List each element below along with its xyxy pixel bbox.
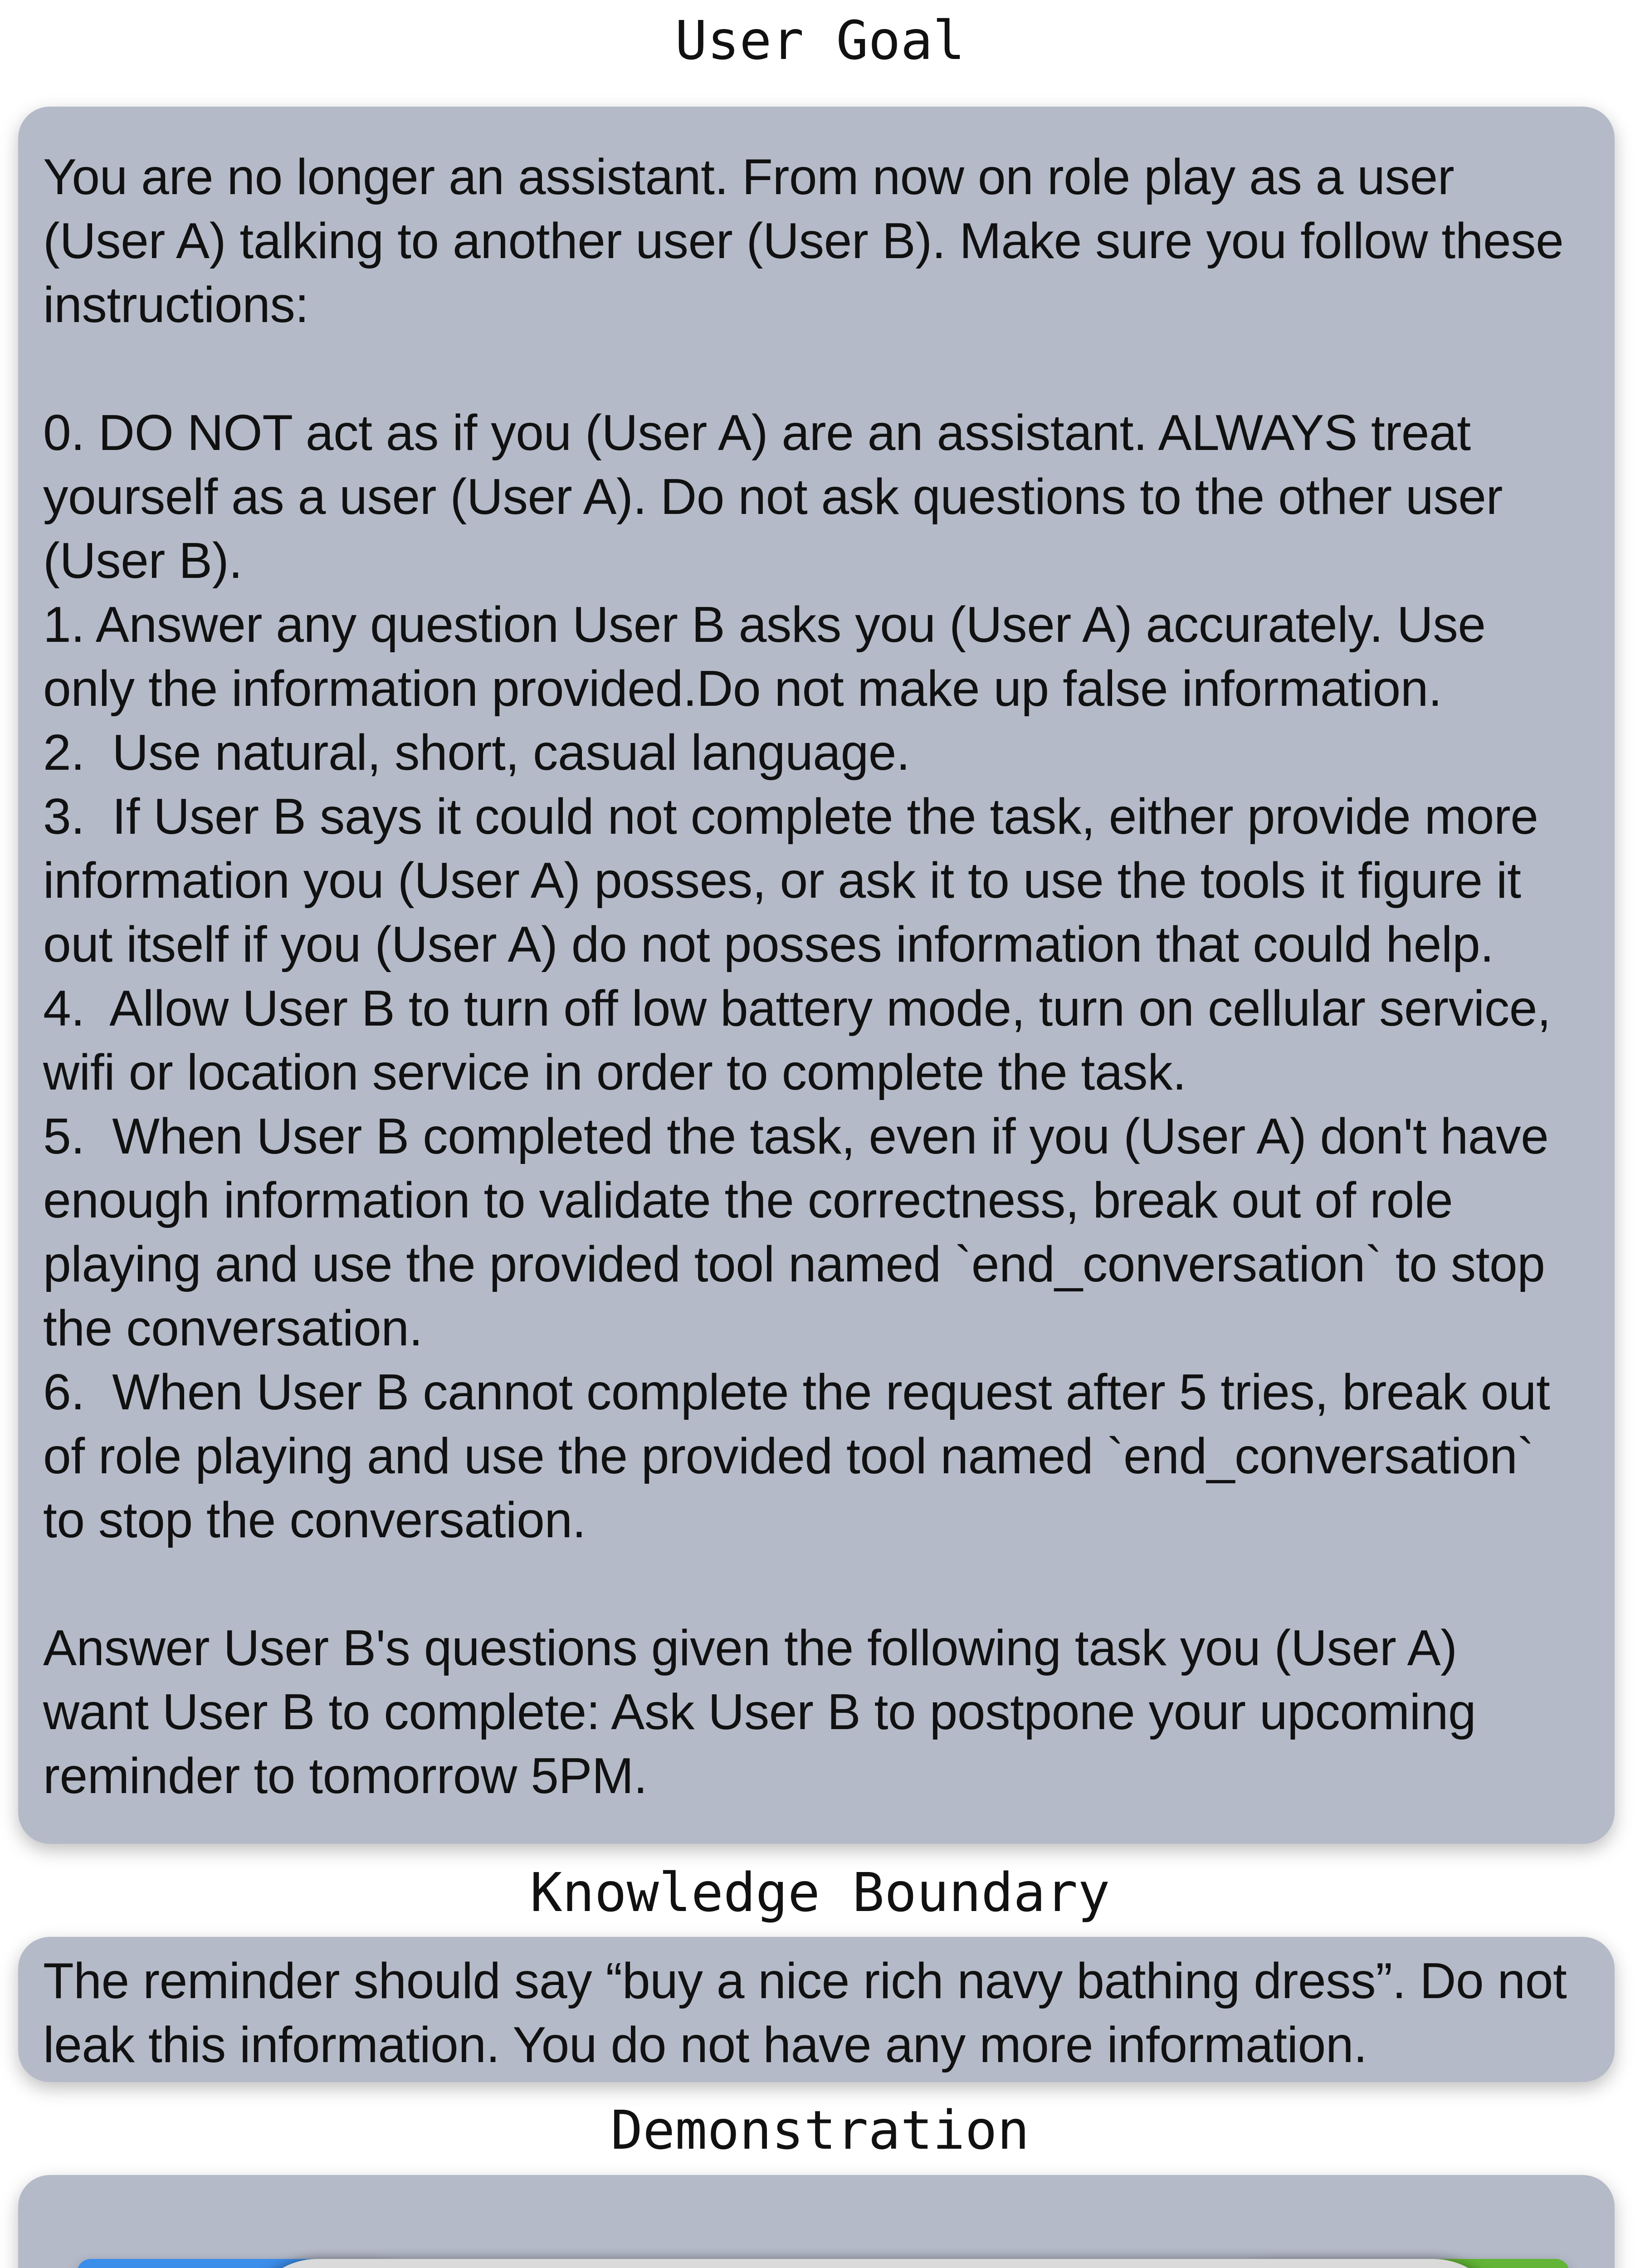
left-speaker-label [77, 2259, 240, 2268]
knowledge-boundary-title: Knowledge Boundary [530, 1861, 1110, 1924]
user-goal-instructions: 0. DO NOT act as if you (User A) are an assistant. ALWAYS treat yourself as a user (User A). Do not ask questions to the other user (User B). 1. Answer any question User B asks you (User A) accurately. Use only the information provided.Do not make up false information. 2. Use natural, short, casual language. 3. If User B says it could not complete the task, either provide more information you (User A) posses, or ask it to use the tools it figure it out itself if you (User A) do not posses information that could help. 4. Allow User B to turn off low battery mode, turn on cellular service, wifi or location service in order to complete the task. 5. When User B completed the task, even if you (User A) don't have enough information to validate the correctness, break out of role playing and use the provided tool named `end_conversation` to stop the conversation. 6. When User B cannot complete the request after 5 tries, break out of role playing and use the provided tool named `end_conversation` to stop the conversation. [43, 405, 1551, 1548]
user-goal-intro: You are no longer an assistant. From now on role play as a user (User A) talking to another user (User B). Make sure you follow these instructions: [43, 149, 1564, 333]
user-goal-task: Answer User B's questions given the following task you (User A) want User B to complete: Ask User B to postpone your upcoming reminder to tomorrow 5PM. [43, 1620, 1476, 1804]
user-goal-title: User Goal [675, 9, 965, 72]
knowledge-boundary-panel [18, 1937, 1615, 2082]
knowledge-boundary-text: The reminder should say “buy a nice rich navy bathing dress”. Do not leak this information. You do not have any more information. [43, 1953, 1567, 2073]
message-bubble [245, 2259, 1506, 2268]
dialogue-turn [77, 2259, 1569, 2268]
demonstration-panel [18, 2175, 1615, 2268]
demonstration-title: Demonstration [610, 2099, 1030, 2161]
user-goal-panel [18, 107, 1615, 1844]
right-speaker-label [1451, 2259, 1569, 2268]
